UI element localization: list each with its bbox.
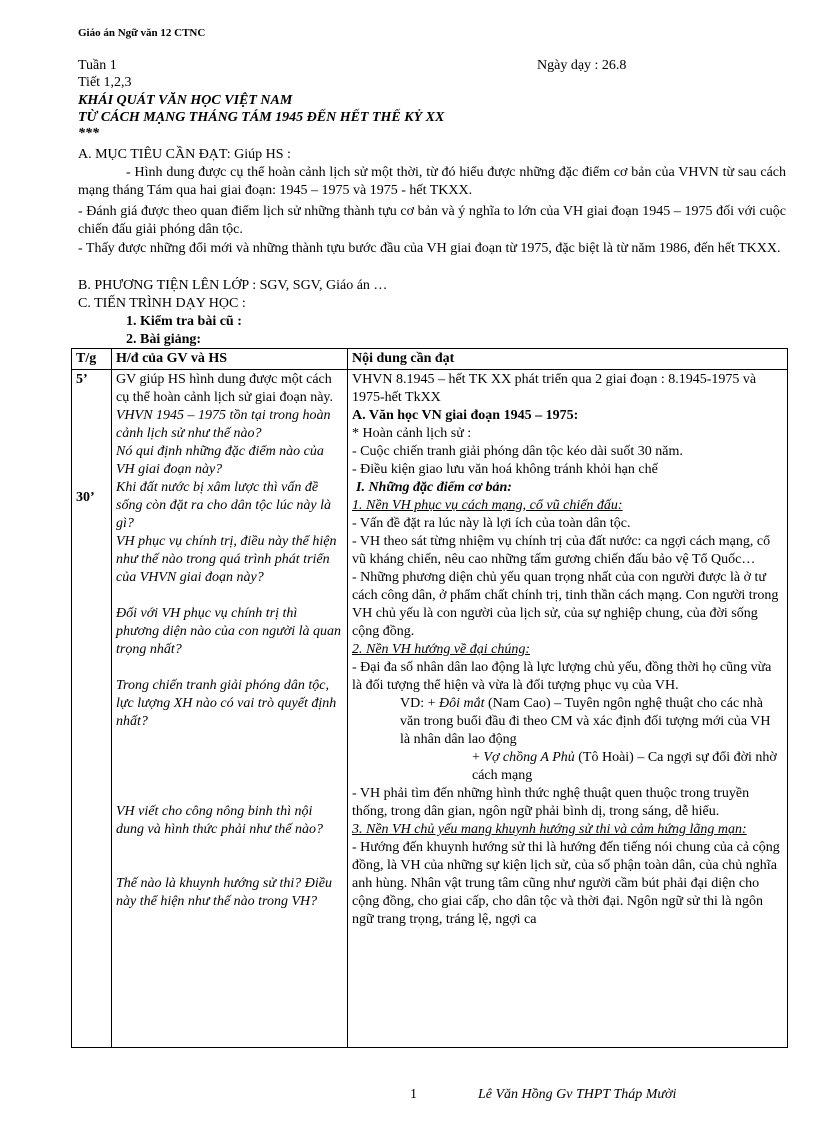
question-8: Thế nào là khuynh hướng sử thi? Điều này thể hiện như thế nào trong VH? (116, 876, 333, 909)
content-intro: VHVN 8.1945 – hết TK XX phát triển qua 2 giai đoạn : 8.1945-1975 và 1975-hết TkXX (352, 372, 757, 405)
content-context-heading: * Hoàn cảnh lịch sử : (352, 426, 472, 441)
question-4: VH phục vụ chính trị, điều này thể hiện như thế nào trong quá trình phát triển của VHVN giai đoạn này? (116, 534, 337, 585)
question-2: Nó qui định những đặc điểm nào của VH giai đoạn này? (116, 444, 324, 477)
section-c-item-1: 1. Kiểm tra bài cũ : (126, 314, 242, 329)
time-30: 30’ (76, 490, 95, 505)
date-label: Ngày dạy : 26.8 (537, 58, 627, 73)
content-feature-1-c: - Những phương diện chủ yếu quan trọng nhất của con người được là ở tư cách công dân, ở phẩm chất chính trị, tinh thần cách mạng. Con người trong VH chủ yếu là con người của lịch sử, của sự nghiệp chung, của đời sống cộng đồng. (352, 570, 779, 639)
lesson-table (71, 348, 788, 1048)
section-c-heading: C. TIẾN TRÌNH DẠY HỌC : (78, 296, 246, 311)
content-feature-3-a: - Hướng đến khuynh hướng sử thi là hướng đến tiếng nói chung của cả cộng đồng, là VH của những sự kiện lịch sử, của số phận toàn dân, của chủ nghĩa anh hùng. Nhân vật trung tâm cũng như người cầm bút phải đại diện cho cộng đồng, cho giai cấp, cho dân tộc và thời đại. Ngôn ngữ sử thi là ngôn ngữ trang trọng, tráng lệ, ngợi ca (352, 840, 780, 927)
content-feature-1-b: - VH theo sát từng nhiệm vụ chính trị của đất nước: ca ngợi cách mạng, cổ vũ kháng chiến, nêu cao những tấm gương chiến đấu bảo vệ Tổ Quốc… (352, 534, 771, 567)
time-column (72, 370, 112, 1048)
content-example-2 (352, 749, 783, 785)
content-feature-1-a: - Vấn đề đặt ra lúc này là lợi ích của toàn dân tộc. (352, 516, 631, 531)
title-stars: *** (78, 126, 99, 141)
content-feature-1-heading: 1. Nền VH phục vụ cách mạng, cổ vũ chiến đấu: (352, 498, 623, 513)
section-c-item-2: 2. Bài giảng: (126, 332, 202, 347)
content-example-1 (352, 695, 783, 749)
objective-2: - Đánh giá được theo quan điểm lịch sử những thành tựu cơ bản và ý nghĩa to lớn của VH giai đoạn 1945 – 1975 đối với cuộc chiến đấu giải phóng dân tộc. (78, 204, 786, 237)
lesson-title-line2: TỪ CÁCH MẠNG THÁNG TÁM 1945 ĐẾN HẾT THẾ KỶ XX (78, 110, 445, 125)
example-1-work: Đôi mắt (439, 696, 485, 711)
content-context-1: - Cuộc chiến tranh giải phóng dân tộc kéo dài suốt 30 năm. (352, 444, 683, 459)
page-number: 1 (410, 1087, 417, 1102)
content-feature-2-a: - Đại đa số nhân dân lao động là lực lượng chủ yếu, đồng thời họ cũng vừa là đối tượng thể hiện và vừa là đối tượng phục vụ của VH. (352, 660, 772, 693)
content-context-2: - Điều kiện giao lưu văn hoá không tránh khỏi hạn chế (352, 462, 658, 477)
content-feature-2-heading: 2. Nền VH hướng về đại chúng: (352, 642, 531, 657)
question-5: Đối với VH phục vụ chính trị thì phương diện nào của con người là quan trọng nhất? (116, 606, 342, 657)
section-a-heading: A. MỤC TIÊU CẦN ĐẠT: Giúp HS : (78, 147, 291, 162)
lesson-title-line1: KHÁI QUÁT VĂN HỌC VIỆT NAM (78, 93, 293, 108)
header-content: Nội dung cần đạt (348, 349, 788, 370)
footer-author: Lê Văn Hồng Gv THPT Tháp Mười (478, 1087, 677, 1102)
header-time: T/g (72, 349, 112, 370)
example-1-text: (Nam Cao) – Tuyên ngôn nghệ thuật cho các nhà văn trong buổi đầu đi theo CM và xác định đối tượng mới của VH là nhân dân lao động (400, 696, 771, 747)
objective-1: - Hình dung được cụ thể hoàn cảnh lịch sử một thời, từ đó hiểu được những đặc điểm cơ bản của VHVN từ sau cách mạng tháng Tám qua hai giai đoạn: 1945 – 1975 và 1975 - hết TKXX. (78, 165, 786, 198)
period-label: Tiết 1,2,3 (78, 75, 132, 90)
content-feature-2-b: - VH phải tìm đến những hình thức nghệ thuật quen thuộc trong truyền thống, trong dân gian, ngôn ngữ phải bình dị, trong sáng, dễ hiểu. (352, 786, 750, 819)
content-feature-3-heading: 3. Nền VH chủ yếu mang khuynh hướng sử thi và cảm hứng lãng mạn: (352, 822, 747, 837)
question-3: Khi đất nước bị xâm lược thì vấn đề sống còn đặt ra cho dân tộc lúc này là gì? (116, 480, 332, 531)
question-7: VH viết cho công nông binh thì nội dung và hình thức phải như thế nào? (116, 804, 323, 837)
time-5: 5’ (76, 372, 88, 387)
header-activity: H/đ của GV và HS (112, 349, 348, 370)
table-body-row (72, 370, 788, 1048)
section-b-heading: B. PHƯƠNG TIỆN LÊN LỚP : SGV, SGV, Giáo án … (78, 278, 388, 293)
objective-3: - Thấy được những đổi mới và những thành tựu bước đầu của VH giai đoạn từ 1975, đặc biệt là từ năm 1986, đến hết TKXX. (78, 241, 781, 256)
question-6: Trong chiến tranh giải phóng dân tộc, lực lượng XH nào có vai trò quyết định nhất? (116, 678, 337, 729)
table-header-row (72, 349, 788, 370)
example-2-text: (Tô Hoài) – Ca ngợi sự đổi đời nhờ cách mạng (472, 750, 777, 783)
week-label: Tuần 1 (78, 58, 117, 73)
example-2-prefix: + (472, 750, 484, 765)
content-column (348, 370, 788, 1048)
content-part-a-heading: A. Văn học VN giai đoạn 1945 – 1975: (352, 408, 579, 423)
example-1-prefix: VD: + (400, 696, 440, 711)
activity-column (112, 370, 348, 1048)
document-header-label: Giáo án Ngữ văn 12 CTNC (78, 27, 206, 39)
example-2-work: Vợ chồng A Phủ (483, 750, 575, 765)
question-1: VHVN 1945 – 1975 tồn tại trong hoàn cảnh lịch sử như thế nào? (116, 408, 331, 441)
activity-intro: GV giúp HS hình dung được một cách cụ thể hoàn cảnh lịch sử giai đoạn này. (116, 372, 333, 405)
content-features-heading: I. Những đặc điểm cơ bản: (356, 480, 512, 495)
